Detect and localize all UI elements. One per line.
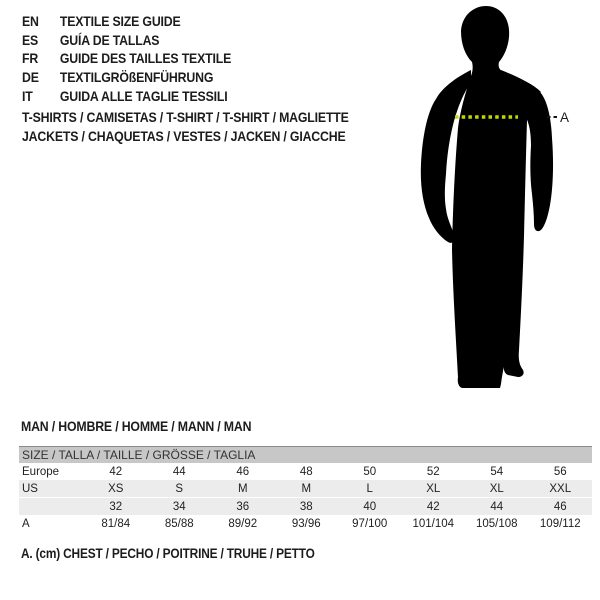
size-cell: 109/112 — [539, 518, 581, 530]
language-code: ES — [22, 31, 39, 48]
language-row — [22, 87, 231, 106]
size-cell: 40 — [338, 498, 402, 516]
size-cell: 36 — [211, 498, 275, 516]
footnote-chest-legend: A. (cm) CHEST / PECHO / POITRINE / TRUHE / PETTO — [21, 546, 315, 561]
language-row — [22, 12, 231, 31]
silhouette-body — [452, 6, 541, 388]
size-cell: 105/108 — [475, 518, 518, 530]
size-cell: 42 — [109, 465, 123, 478]
size-cell: 44 — [172, 465, 186, 478]
size-cell: S — [148, 480, 212, 498]
language-label: TEXTILE SIZE GUIDE — [59, 13, 181, 29]
size-cell: 85/88 — [164, 518, 194, 530]
size-cell: 32 — [84, 498, 148, 516]
size-cell: M — [211, 480, 275, 498]
language-code: IT — [22, 87, 33, 104]
language-list — [22, 12, 231, 106]
category-heading — [22, 108, 349, 146]
size-cell: M — [275, 480, 339, 498]
section-heading-man: MAN / HOMBRE / HOMME / MANN / MAN — [21, 418, 252, 434]
row-label: US — [19, 480, 84, 498]
size-cell: 81/84 — [101, 518, 131, 530]
row-label: Europe — [22, 465, 60, 478]
size-cell: 101/104 — [412, 518, 455, 530]
row-label: A — [22, 518, 30, 530]
size-cell: 56 — [553, 465, 567, 478]
size-cell: 46 — [236, 465, 250, 478]
language-row — [22, 49, 231, 68]
language-row — [22, 31, 231, 50]
language-code: DE — [22, 69, 39, 86]
measure-label-a: A — [560, 110, 570, 125]
size-cell: 52 — [426, 465, 440, 478]
man-silhouette-figure — [413, 4, 573, 404]
size-table-header: SIZE / TALLA / TAILLE / GRÖSSE / TAGLIA — [19, 447, 592, 464]
language-label: GUIDE DES TAILLES TEXTILE — [59, 50, 232, 67]
language-code: FR — [22, 50, 39, 67]
language-label: GUÍA DE TALLAS — [59, 31, 160, 48]
size-cell: L — [338, 480, 402, 498]
size-cell: 97/100 — [352, 518, 388, 530]
size-cell: 38 — [275, 498, 339, 516]
category-line-tshirts: T-SHIRTS / CAMISETAS / T-SHIRT / T-SHIRT / MAGLIETTE — [22, 109, 349, 125]
size-table — [19, 446, 592, 533]
row-label — [19, 498, 84, 516]
size-cell: 34 — [148, 498, 212, 516]
size-cell: XL — [402, 480, 466, 498]
size-cell: 44 — [465, 498, 529, 516]
language-label: GUIDA ALLE TAGLIE TESSILI — [59, 87, 228, 104]
size-cell: 54 — [490, 465, 504, 478]
size-table-row-us-numeric — [19, 498, 592, 516]
size-table-row-a-chest — [19, 515, 592, 533]
size-table-header-row — [19, 447, 592, 464]
size-cell: 42 — [402, 498, 466, 516]
size-table-row-us — [19, 480, 592, 498]
size-cell: XXL — [529, 480, 593, 498]
size-cell: XL — [465, 480, 529, 498]
size-cell: 46 — [529, 498, 593, 516]
size-table-row-europe — [19, 463, 592, 480]
size-cell: 48 — [299, 465, 313, 478]
size-cell: XS — [84, 480, 148, 498]
category-line-jackets: JACKETS / CHAQUETAS / VESTES / JACKEN / GIACCHE — [22, 128, 346, 144]
language-row — [22, 68, 231, 87]
size-cell: 93/96 — [291, 518, 321, 530]
size-cell: 89/92 — [228, 518, 258, 530]
language-label: TEXTILGRÖßENFÜHRUNG — [59, 69, 214, 86]
size-cell: 50 — [363, 465, 377, 478]
language-code: EN — [22, 13, 39, 29]
